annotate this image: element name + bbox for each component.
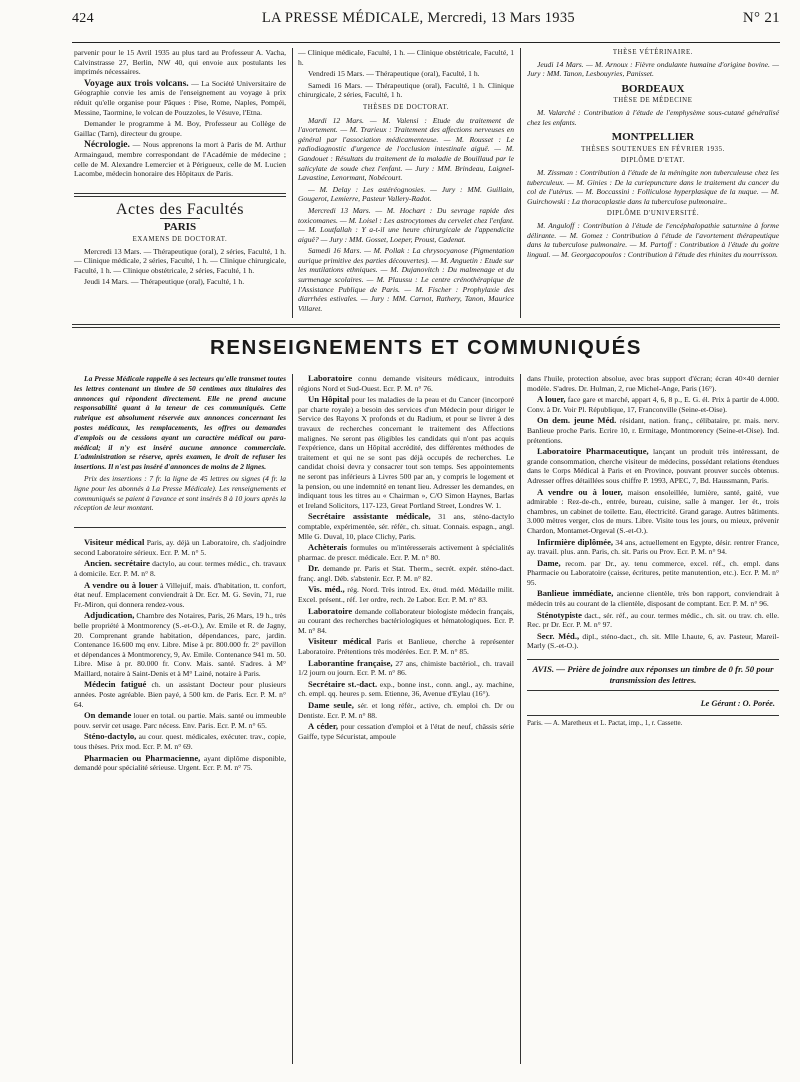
ad-text: dipl., sténo-dact., ch. sit. Mlle Lhaute, 6, av. Pasteur, Mareil-Marly (S.-et-O.).: [527, 631, 780, 651]
ad-text: louer en total. ou partie. Mais. santé ou immeuble pouv. servir cet usage. Parc nécess. Env. Paris. Ecr. P. M. n° 65.: [74, 711, 286, 730]
ad-text: Paris, ay. déjà un Laboratoire, ch. s'adjoindre second Laboratoire sérieux. Ecr. P. M. n° 5.: [74, 538, 286, 557]
notice-paragraph: La Presse Médicale rappelle à ses lecteurs qu'elle transmet toutes les lettres contenant un timbre de 50 centimes aux titulaires des annonces qui répondent directement. Elle ne prend aucune responsabilité quant à la teneur de ces communiqués. Cette rubrique est absolument réservée aux annonces concernant les postes médicaux, les remplacements, les offres ou demandes d'emplois ou de cessions ayant un caractère médical ou para-médical; il n'y est inséré aucune annonce commerciale. L'administration se réserve, après examen, le droit de refuser les insertions. Il n'est pas inséré d'annonces de moins de 2 lignes.: [74, 374, 286, 472]
classified-ad: [298, 585, 514, 604]
classified-ad: [298, 374, 514, 393]
ad-text: Paris et Banlieue, cherche à représenter Laboratoire. Prétentions très modérées. Ecr. P. M. n° 85.: [298, 637, 514, 657]
ads-column-1: [74, 374, 286, 775]
ad-heading: Vis. méd.,: [308, 584, 345, 595]
ad-heading: Dame seule,: [308, 700, 354, 710]
ad-text: recom. par Dr., ay. tenu commerce, excel. réf., ch. empl. dans Pharmacie ou Laboratoire (caisse, écritures, petite manutention, etc.). Ecr. P. M. n° 95.: [527, 558, 779, 587]
classified-ad: [527, 488, 779, 536]
paragraph: Vendredi 15 Mars. — Thérapeutique (oral), Faculté, 1 h.: [308, 69, 480, 79]
classified-ad: [527, 395, 779, 414]
classified-ad: [298, 395, 514, 510]
ad-text: face gare et marché, appart 4, 6, 8 p., E. G. él. Prix à partir de 4.000. Conv. à Dr. Voir Pl. République, 17, Franconville (Seine-et-Oise).: [527, 395, 779, 414]
ad-text: 31 ans, sténo-dactylo comptable, expérimentée, sér. référ., ch. situat. Connais. espagn., angl. Mlle G. Duval, 10, place Clichy, Paris.: [298, 512, 514, 541]
classified-ad: [527, 632, 779, 651]
ad-text: sér. et long référ., active, ch. emploi ch. Dr ou Dentiste. Ecr. P. M. n° 88.: [298, 701, 514, 720]
ad-heading: Visiteur médical: [308, 636, 372, 647]
paragraph: parvenir pour le 15 Avril 1935 au plus tard au Professeur A. Vacha, Calvinstrasse 27, Berlin, NW 40, qui envoie aux postulants les imprimés nécessaires.: [74, 48, 286, 77]
paragraph: Samedi 16 Mars. — M. Pollak : La chrysocyanose (Pigmentation aurique primitive des parties découvertes). — M. Anguetin : Etude sur les mutilations ethniques. — M. Dujanovitch : Du malmenage et du surmenage scolaires. — M. Plaussu : Le centre crénothérapique de l'Assistance Publique de Paris. — M. Fischer : Prophylaxie des diarrhées estivales. — Jury : MM. Carnot, Rathery, Tanon, Maurice Villaret.: [298, 246, 514, 313]
classified-ad: [298, 564, 514, 583]
subheading: THÈSES DE DOCTORAT.: [362, 103, 450, 111]
column-divider: [520, 48, 521, 318]
section-head: Voyage aux trois volcans.: [84, 77, 189, 89]
page-header: [72, 10, 780, 36]
paragraph: Demander le programme à M. Boy, Professeur au Collège de Gaillac (Tarn), directeur du groupe.: [74, 119, 286, 138]
classified-ad: [527, 538, 779, 557]
ad-text: demande collaborateur biologiste médecin français, au courant des recherches bactériologiques et hématologiques. Ecr. P. M. n° 84.: [298, 606, 514, 635]
subheading: EXAMENS DE DOCTORAT.: [132, 235, 228, 243]
ad-heading: Dr.: [308, 563, 320, 574]
ad-text: résidant, nation. franç., célibataire, pr. mais. nerv. Banlieue proche Paris. Ecrire 10, r. Ermitage, Montmorency (Seine-et-Oise). Ind. prétentions.: [527, 416, 779, 445]
ad-text: ayant diplôme disponible, demandé pour spécialité sérieuse. Urgent. Ecr. P. M. n° 75.: [74, 753, 286, 773]
ad-text: au cour. quest. médicales, exécuter. trav., copie, tous thèses. Prix mod. Ecr. P. M. n° 69.: [74, 732, 286, 752]
ad-heading: Dame,: [537, 557, 561, 568]
classified-ad: [527, 447, 779, 485]
divider: [74, 527, 286, 528]
classified-ad: [527, 559, 779, 588]
classified-ad: [74, 732, 286, 751]
section-head: Nécrologie.: [84, 139, 130, 151]
ads-list: [74, 538, 286, 773]
paragraph-text: — La Société Universitaire de Géographie convie les amis de l'enseignement au voyage à prix réduit qu'elle organise pour Pâques : Pise, Rome, Naples, Pompéi, Messine, Taormine, le volcan de Pouzzoles, le Vésuve, l'Etna.: [74, 78, 286, 117]
classified-ad: [74, 711, 286, 730]
divider: [74, 193, 286, 194]
ad-text: Chambre des Notaires, Paris, 26 Mars, 19 h., très belle propriété à Montmorency (S.-et-O.), Av. Emile et R. de Jagny, 20. Comprenant grande habitation, dépendances, parc, jardin. Contenance 16.600 mq env. Libre. Mise à pr. 800.000 fr. 2° pavillon et dépendances à Montmorency, 9, Av. Emile. Contenance 941 m. 50. Libre. Mise à pr. 80.000 fr. Conv. Mais. santé. S'adres. à M° Maillard, notaire à Saint-Denis et à M° Lainé, notaire à Paris.: [74, 611, 286, 678]
paragraph: Mercredi 13 Mars. — Thérapeutique (oral), 2 séries, Faculté, 1 h. — Clinique médicale, 2 séries, Faculté, 1 h. — Clinique chirurgicale, Faculté, 1 h. — Clinique obstétricale, 2 séries, Faculté, 1 h.: [74, 246, 286, 275]
ad-heading: Secr. Méd.,: [537, 630, 580, 641]
top-column-1: [74, 48, 286, 289]
classified-ad: [74, 611, 286, 678]
paragraph: — M. Delay : Les astéréognosies. — Jury : MM. Guillain, Gougerot, Lemierre, Pasteur Vallery-Radot.: [298, 184, 514, 204]
ad-heading: Sténo-dactylo,: [84, 731, 137, 742]
ad-heading: Sténotypiste: [537, 609, 582, 620]
ad-heading: Laborantine française,: [308, 657, 393, 668]
ad-heading: Adjudication,: [84, 610, 135, 621]
paragraph-text: — Nous apprenons la mort à Paris de M. Arthur Armaingaud, membre correspondant de l'Académie de médecine ; celle de M. Alexandre Lemercier et à Périgueux, celle de M. Lucien Lacombe, médecin honoraire des Hôpitaux de Paris.: [74, 140, 286, 179]
divider: [160, 218, 200, 219]
ad-heading: Achèterais: [308, 542, 348, 553]
subheading: DIPLÔME D'UNIVERSITÉ.: [606, 210, 700, 218]
paragraph: Mardi 12 Mars. — M. Valensi : Etude du traitement de l'avortement. — M. Trarieux : Traitement des affections nerveuses en général par l'association médicamenteuse. — M. Rousset : Le radiodiagnostic d'urgence de l'occlusion intestinale aiguë. — M. Gandouet : Résultats du traitement de la maladie de Bouillaud par le salicylate de soude chez l'enfant. — Jury : MM. Brindeau, Laignel-Lavastine, Lenormant, Nobécourt.: [298, 115, 514, 183]
subheading: THÈSE DE MÉDECINE: [613, 97, 693, 105]
classified-ad: [74, 754, 286, 773]
ad-heading: Visiteur médical: [84, 537, 145, 548]
paragraph: Jeudi 14 Mars. — Thérapeutique (oral), Faculté, 1 h.: [84, 277, 245, 287]
city-heading-bordeaux: BORDEAUX: [621, 82, 685, 95]
ad-text: 27 ans, chimiste bactériol., ch. travail 1/2 journ ou journ. Ecr. P. M. n° 86.: [298, 658, 514, 678]
gerant-line: Le Gérant : O. Porée.: [700, 699, 775, 709]
ads-list: [527, 374, 779, 651]
ad-heading: On demande: [84, 710, 132, 721]
ad-text: 34 ans, actuellement en Egypte, désir. rentrer France, ay. travail. plus. ann. Paris, ch. sit. Paris ou Prov. Ecr. P. M. n° 94.: [527, 537, 779, 557]
ad-text: pour les maladies de la peau et du Cancer (incorporé par charte royale) a besoin des services d'un Médecin pour diriger le Service des Rayons X profonds et du Radium, et pour se livrer à des travaux de recherches concernant le traitement des Affections malignes. Ne seront pas éligibles les candidats qui n'ont pas acquis l'expérience, dans un Hôpital accrédité, des différentes méthodes de traitement et qui ne se sont pas déjà occupés de recherches. Le candidat choisi devra y consacrer tout son temps. Ses appointements ne seront pas inférieurs à Livres 500 par an, y compris le logement et la pension, ou une indemnité en tenant lieu. Adresser les demandes, en indiquant tous les titres au « Chairman », C/O Simon Haynes, Barlas et Ireland Solicitors, 117-123, Great Portland Street, Londres W. 1.: [298, 395, 514, 510]
ad-heading: Infirmière diplômée,: [537, 536, 614, 547]
classified-ad: [298, 512, 514, 541]
ad-text: dactylo, au cour. termes médic., ch. travaux à domicile. Ecr. P. M. n° 8.: [74, 559, 287, 578]
ad-heading: Laboratoire: [308, 373, 353, 383]
voyage-paragraph: [74, 79, 286, 117]
classified-ad: [527, 611, 779, 630]
ad-heading: Ancien. secrétaire: [84, 558, 150, 569]
ad-heading: A louer,: [537, 394, 566, 405]
ad-text: lançant un produit très intéressant, de grande consommation, cherche visiteur de médecins, possédant relations étendues dans le Corps Médical à Paris et en Province, pouvant prouver succès obtenus. Adresser offres détaillées sous chiffre P. 1993, APEC, 7, Bd. Haussmann, Paris.: [527, 447, 779, 485]
ad-heading: A vendre ou à louer,: [537, 486, 623, 497]
classified-ad: [298, 722, 514, 741]
section-title-renseignements: RENSEIGNEMENTS ET COMMUNIQUÉS: [210, 336, 642, 359]
section-rule: [72, 324, 780, 325]
classified-ad: [74, 581, 286, 610]
classified-ad: [74, 559, 286, 578]
issue-number: N° 21: [742, 10, 780, 26]
ad-heading: Pharmacien ou Pharmacienne,: [84, 752, 201, 763]
ad-text: à Villejuif, mais. d'habitation, tt. confort, état neuf. Emplacement conviendrait à Dr. Ecr. M. G. Sevin, 71, rue Fr.-Miron, qui donnera rendez-vous.: [74, 580, 286, 609]
classified-ad: [298, 607, 514, 636]
ad-text: formules ou m'intéresserais activement à spécialités pharmac. de prescr. médicale. Ecr. P. M. n° 80.: [298, 543, 514, 562]
city-heading-montpellier: MONTPELLIER: [611, 131, 695, 144]
top-column-3: [527, 48, 779, 261]
column-divider: [520, 374, 521, 1064]
top-column-2: [298, 48, 514, 315]
column-divider: [292, 48, 293, 318]
ad-heading: A céder,: [308, 721, 339, 732]
paragraph: M. Zissman : Contribution à l'étude de la méningite non tuberculeuse chez les tuberculeux. — M. Ginies : De la curiepuncture dans le traitement du cancer du col de l'utérus. — M. Boccassini : Folliculose hyperplasique de la nuque. — M. Guirchowski : La thoracoplastie dans la tuberculose pulmonaire..: [527, 167, 779, 206]
city-heading-paris: PARIS: [163, 221, 197, 234]
classified-ad: [298, 637, 514, 656]
ad-heading: Laboratoire: [308, 605, 353, 616]
classified-ad: [298, 701, 514, 720]
ad-heading: Banlieue immédiate,: [537, 588, 614, 599]
subheading: THÈSE VÉTÉRINAIRE.: [612, 49, 694, 56]
ad-text: dact., sér. réf., au cour. termes médic., ch. sit. ou trav. ch. elle. Rec. pr Dr. Ecr. P. M. n° 97.: [527, 610, 779, 630]
paragraph: M. Valarché : Contribution à l'étude de l'emphysème sous-cutané généralisé chez les enfants.: [527, 107, 779, 127]
prices-paragraph: Prix des insertions : 7 fr. la ligne de 45 lettres ou signes (4 fr. la ligne pour les abonnés à La Presse Médicale). Les renseignements et communiqués se paient à l'avance et sont insérés 8 à 10 jours après la réception de leur montant.: [74, 473, 286, 513]
ad-heading: Un Hôpital: [308, 394, 350, 405]
ads-column-3: [527, 374, 779, 728]
ad-heading: Secrétaire assistante médicale,: [308, 511, 431, 522]
ad-heading: Laboratoire Pharmaceutique,: [537, 446, 649, 457]
ad-text: ch. un assistant Docteur pour plusieurs années. Poste agréable. Bien payé, à 500 km. de Paris. Ecr. P. M. n° 64.: [74, 680, 286, 709]
header-rule: [72, 42, 780, 43]
paragraph: Samedi 16 Mars. — Thérapeutique (oral), Faculté, 1 h. Clinique chirurgicale, 2 séries, Faculté, 1 h.: [298, 80, 514, 100]
imprint-line: Paris. — A. Maretheux et L. Pactat, imp., 1, r. Cassette.: [527, 715, 779, 729]
ad-heading: Médecin fatigué: [84, 679, 147, 690]
classified-ad: [74, 538, 286, 557]
paragraph: M. Anguloff : Contribution à l'étude de l'encéphalopathie saturnine à forme délirante. — M. Gomez : Contribution à l'étude de l'avortement thérapeutique dans la tuberculose pulmonaire. — M. Partoff : Contribution à l'étude du goitre lingual. — M. Georgacopoulos : Contribution à l'étude des rhinites du nourrisson.: [527, 220, 779, 259]
ad-heading: A vendre ou à louer: [84, 579, 158, 590]
classified-ad: [298, 543, 514, 562]
ad-text: rég. Nord. Très introd. Ex. étud. méd. Médaille milit. Excel. présent., réf. 1er ordre, rech. 2e Labor. Ecr. P. M. n° 83.: [298, 585, 514, 605]
ad-text: pour cessation d'emploi et à l'état de neuf, châssis série Gaiffe, type Sécuristat, ampoule: [298, 722, 514, 741]
ad-text: ancienne clientèle, très bon rapport, conviendrait à médecin très au courant de la clientèle, disposant de comptant. Ecr. P. M. n° 96.: [527, 589, 779, 609]
paragraph: Jeudi 14 Mars. — M. Arnoux : Fièvre ondulante humaine d'origine bovine. — Jury : MM. Tanon, Lesbouyries, Panisset.: [527, 59, 779, 79]
classified-ad: [74, 680, 286, 709]
classified-ad: [527, 374, 779, 393]
section-title-actes: Actes des Facultés: [115, 200, 245, 218]
avis-notice: AVIS. — Prière de joindre aux réponses un timbre de 0 fr. 50 pour transmission des lettres.: [527, 659, 779, 691]
ad-text: dans l'huile, protection absolue, avec bras support d'écran; écran 40×40 dernier modèle. S'adres. Dr. Hulman, 2, rue Michel-Ange, Paris (16°).: [527, 374, 779, 393]
ad-heading: On dem. jeune Méd.: [537, 415, 617, 426]
divider: [74, 196, 286, 197]
paragraph: Mercredi 13 Mars. — M. Hochart : Du sevrage rapide des toxicomanes. — M. Loisel : Les astrocytomes du cervelet chez l'enfant. — M. Loutfallah : Y a-t-il une heure chirurgicale de l'appendicite aiguë? — Jury : MM. Gosset, Loeper, Proust, Cadenat.: [298, 205, 514, 244]
ad-text: maison ensoleillée, lumière, santé, gaité, vue admirable : Rez-de-ch., entrée, bureau, cuisine, salle à manger. 1er ét., trois chambres, un cabinet de toilette. Eau, électricité. Grand garage. Autres bâtiments. 3.000 mètres verger, clos de murs. Libre. Visite tous les jours, ou mieux, prévenir Chardon, Montamet-Orgeval (S.-et-O.).: [527, 487, 779, 535]
subheading: THÈSES SOUTENUES EN FÉVRIER 1935.: [581, 145, 725, 153]
ads-column-2: [298, 374, 514, 743]
subheading: DIPLÔME D'ETAT.: [620, 157, 686, 165]
classified-ad: [298, 680, 514, 699]
ad-text: demande pr. Paris et Stat. Therm., secrét. expér. sténo-dact. franç. angl. Déb. s'abstenir. Ecr. P. M. n° 82.: [298, 564, 514, 583]
necrologie-paragraph: [74, 140, 286, 178]
page-number: 424: [72, 11, 94, 26]
classified-ad: [527, 589, 779, 608]
ad-heading: Secrétaire st.-dact.: [308, 678, 378, 689]
journal-title: LA PRESSE MÉDICALE, Mercredi, 13 Mars 1935: [261, 10, 575, 26]
column-divider: [292, 374, 293, 1064]
paragraph: — Clinique médicale, Faculté, 1 h. — Clinique obstétricale, Faculté, 1 h.: [298, 48, 514, 67]
ad-text: exp., bonne inst., conn. angl., ay. machine, ch. empl. qq. heures p. sem. Etienne, 36, Avenue d'Eylau (16°).: [298, 679, 514, 699]
ad-text: connu demande visiteurs médicaux, introduits régions Nord et Sud-Ouest. Ecr. P. M. n° 76.: [298, 374, 514, 393]
ads-list: [298, 374, 514, 741]
section-rule: [72, 327, 780, 328]
classified-ad: [298, 659, 514, 678]
classified-ad: [527, 416, 779, 445]
